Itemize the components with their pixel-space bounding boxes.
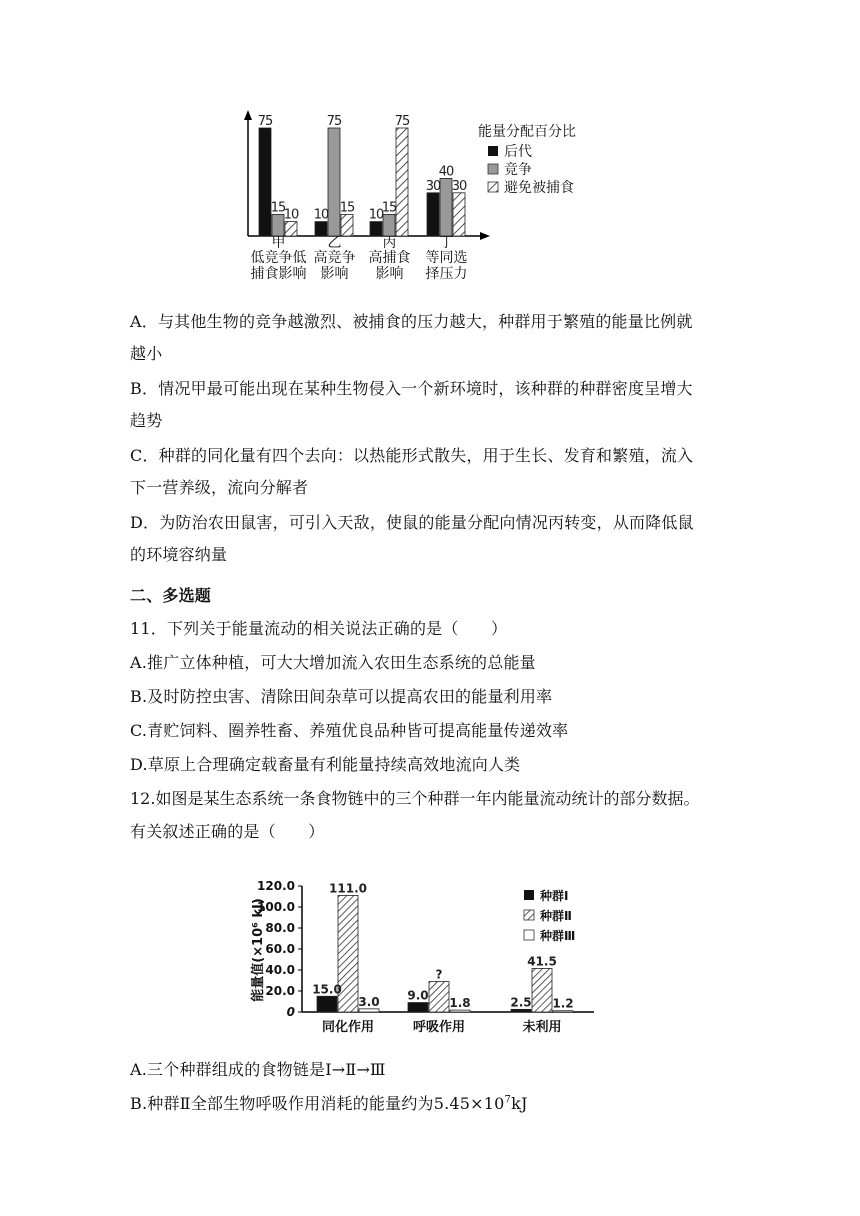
bar-乙-series-1 <box>328 128 340 236</box>
value-label: 75 <box>257 114 273 129</box>
value-label: 2.5 <box>510 995 532 1010</box>
category-desc-line2: 影响 <box>320 266 349 282</box>
value-label: 15 <box>270 200 286 216</box>
legend-label-pop2: 种群Ⅱ <box>540 909 572 923</box>
legend-swatch-pop1 <box>524 890 534 900</box>
y-axis-arrow <box>244 110 252 120</box>
q12-option-a: A.三个种群组成的食物链是Ⅰ→Ⅱ→Ⅲ <box>130 1060 386 1079</box>
q10-option-a-line2: 越小 <box>130 344 163 363</box>
y-tick-label: 100.0 <box>257 900 295 914</box>
value-label: 1.2 <box>552 996 574 1011</box>
bar-甲-series-2 <box>285 222 297 236</box>
q11-option-c: C.青贮饲料、圈养牲畜、养殖优良品种皆可提高能量传递效率 <box>130 721 569 740</box>
bar-未利用-series-1 <box>532 968 552 1012</box>
bar-未利用-series-0 <box>511 1009 531 1012</box>
y-tick-label: 120.0 <box>257 879 295 893</box>
value-label: 10 <box>283 207 299 223</box>
q12-option-b-exponent: 7 <box>504 1094 512 1106</box>
category-desc-line1: 高竞争 <box>313 250 356 266</box>
category-label: 呼吸作用 <box>412 1020 466 1035</box>
legend-swatch-competition <box>488 164 498 174</box>
y-tick-label: 20.0 <box>265 984 295 998</box>
category-code: 乙 <box>327 235 342 251</box>
category-desc-line1: 等同选 <box>425 250 468 266</box>
category-desc-line2: 择压力 <box>425 266 468 282</box>
value-label: 10 <box>313 207 329 223</box>
value-label: ? <box>435 967 443 982</box>
x-axis-arrow <box>480 232 490 240</box>
q10-option-d-line2: 的环境容纳量 <box>130 545 228 564</box>
bar-同化作用-series-2 <box>359 1009 379 1012</box>
value-label: 15 <box>381 200 397 216</box>
bar-呼吸作用-series-0 <box>408 1003 428 1012</box>
category-code: 丙 <box>382 235 397 251</box>
value-label: 10 <box>368 207 384 223</box>
bar-甲-series-1 <box>272 214 284 236</box>
category-desc-line2: 影响 <box>375 266 404 282</box>
legend-label-pop3: 种群Ⅲ <box>540 929 576 943</box>
category-label: 同化作用 <box>321 1020 375 1035</box>
y-tick-label: 60.0 <box>265 942 295 956</box>
legend-label-competition: 竞争 <box>504 162 532 178</box>
value-label: 75 <box>394 114 410 129</box>
bar-乙-series-0 <box>315 222 327 236</box>
value-label: 41.5 <box>527 954 557 969</box>
legend-label-avoid-predation: 避免被捕食 <box>504 180 574 196</box>
bar-丁-series-0 <box>427 193 439 236</box>
bar-丁-series-1 <box>440 178 452 236</box>
bar-丁-series-2 <box>453 193 465 236</box>
y-tick-label: 40.0 <box>265 963 295 977</box>
category-label: 未利用 <box>522 1020 562 1035</box>
y-tick-label: 0 <box>286 1005 295 1019</box>
legend-title: 能量分配百分比 <box>478 124 576 140</box>
q12-stem-line1: 12.如图是某生态系统一条食物链中的三个种群一年内能量流动统计的部分数据。 <box>130 789 700 808</box>
q12-option-b <box>130 1091 528 1114</box>
category-desc-line1: 高捕食 <box>368 250 411 266</box>
value-label: 111.0 <box>329 881 367 896</box>
bar-乙-series-2 <box>341 214 353 236</box>
y-tick-label: 80.0 <box>265 921 295 935</box>
bar-甲-series-0 <box>259 128 271 236</box>
q12-stem-line2: 有关叙述正确的是（ ） <box>130 822 325 841</box>
bar-呼吸作用-series-1 <box>429 982 449 1012</box>
legend-label-pop1: 种群Ⅰ <box>540 889 569 903</box>
q10-option-c-line2: 下一营养级，流向分解者 <box>130 478 309 497</box>
legend-swatch-pop2 <box>524 910 534 920</box>
bar-丙-series-0 <box>370 222 382 236</box>
q11-option-b: B.及时防控虫害、清除田间杂草可以提高农田的能量利用率 <box>130 687 553 706</box>
category-code: 丁 <box>439 235 454 251</box>
q10-option-c-line1: C．种群的同化量有四个去向：以热能形式散失，用于生长、发育和繁殖，流入 <box>130 446 694 465</box>
value-label: 75 <box>326 114 342 129</box>
value-label: 3.0 <box>358 994 380 1009</box>
y-axis-label: 能量值(×10⁶ kJ) <box>251 898 266 1002</box>
bar-同化作用-series-0 <box>317 996 337 1012</box>
legend-swatch-avoid-predation <box>488 182 498 192</box>
q10-option-d-line1: D．为防治农田鼠害，可引入天敌，使鼠的能量分配向情况丙转变，从而降低鼠 <box>130 513 694 532</box>
legend-swatch-pop3 <box>524 930 534 940</box>
energy-flow-chart <box>0 860 860 1050</box>
q10-option-b-line1: B．情况甲最可能出现在某种生物侵入一个新环境时，该种群的种群密度呈增大 <box>130 379 693 398</box>
q10-option-a-line1: A．与其他生物的竞争越激烈、被捕食的压力越大，种群用于繁殖的能量比例就 <box>130 312 693 331</box>
q12-option-b-text: B.种群Ⅱ全部生物呼吸作用消耗的能量约为5.45×10 <box>130 1094 505 1113</box>
energy-allocation-chart <box>0 0 860 300</box>
q11-stem: 11．下列关于能量流动的相关说法正确的是（ ） <box>130 619 508 638</box>
value-label: 30 <box>451 178 467 194</box>
value-label: 15 <box>339 200 355 216</box>
q11-option-a: A.推广立体种植，可大大增加流入农田生态系统的总能量 <box>130 653 536 672</box>
q11-option-d: D.草原上合理确定载畜量有利能量持续高效地流向人类 <box>130 755 521 774</box>
value-label: 40 <box>438 164 454 180</box>
category-code: 甲 <box>271 235 286 251</box>
value-label: 30 <box>425 178 441 194</box>
section-heading: 二、多选题 <box>130 586 212 605</box>
category-desc-line2: 捕食影响 <box>250 266 307 282</box>
value-label: 1.8 <box>449 996 471 1011</box>
q10-option-b-line2: 趋势 <box>130 411 163 430</box>
legend-label-offspring: 后代 <box>504 144 532 160</box>
value-label: 15.0 <box>312 982 342 997</box>
bar-未利用-series-2 <box>553 1011 573 1012</box>
q12-option-b-unit: kJ <box>511 1094 528 1113</box>
category-desc-line1: 低竞争低 <box>250 250 307 266</box>
bar-丙-series-1 <box>383 214 395 236</box>
bar-丙-series-2 <box>396 128 408 236</box>
value-label: 9.0 <box>407 988 429 1003</box>
bar-呼吸作用-series-2 <box>450 1010 470 1012</box>
legend-swatch-offspring <box>488 146 498 156</box>
